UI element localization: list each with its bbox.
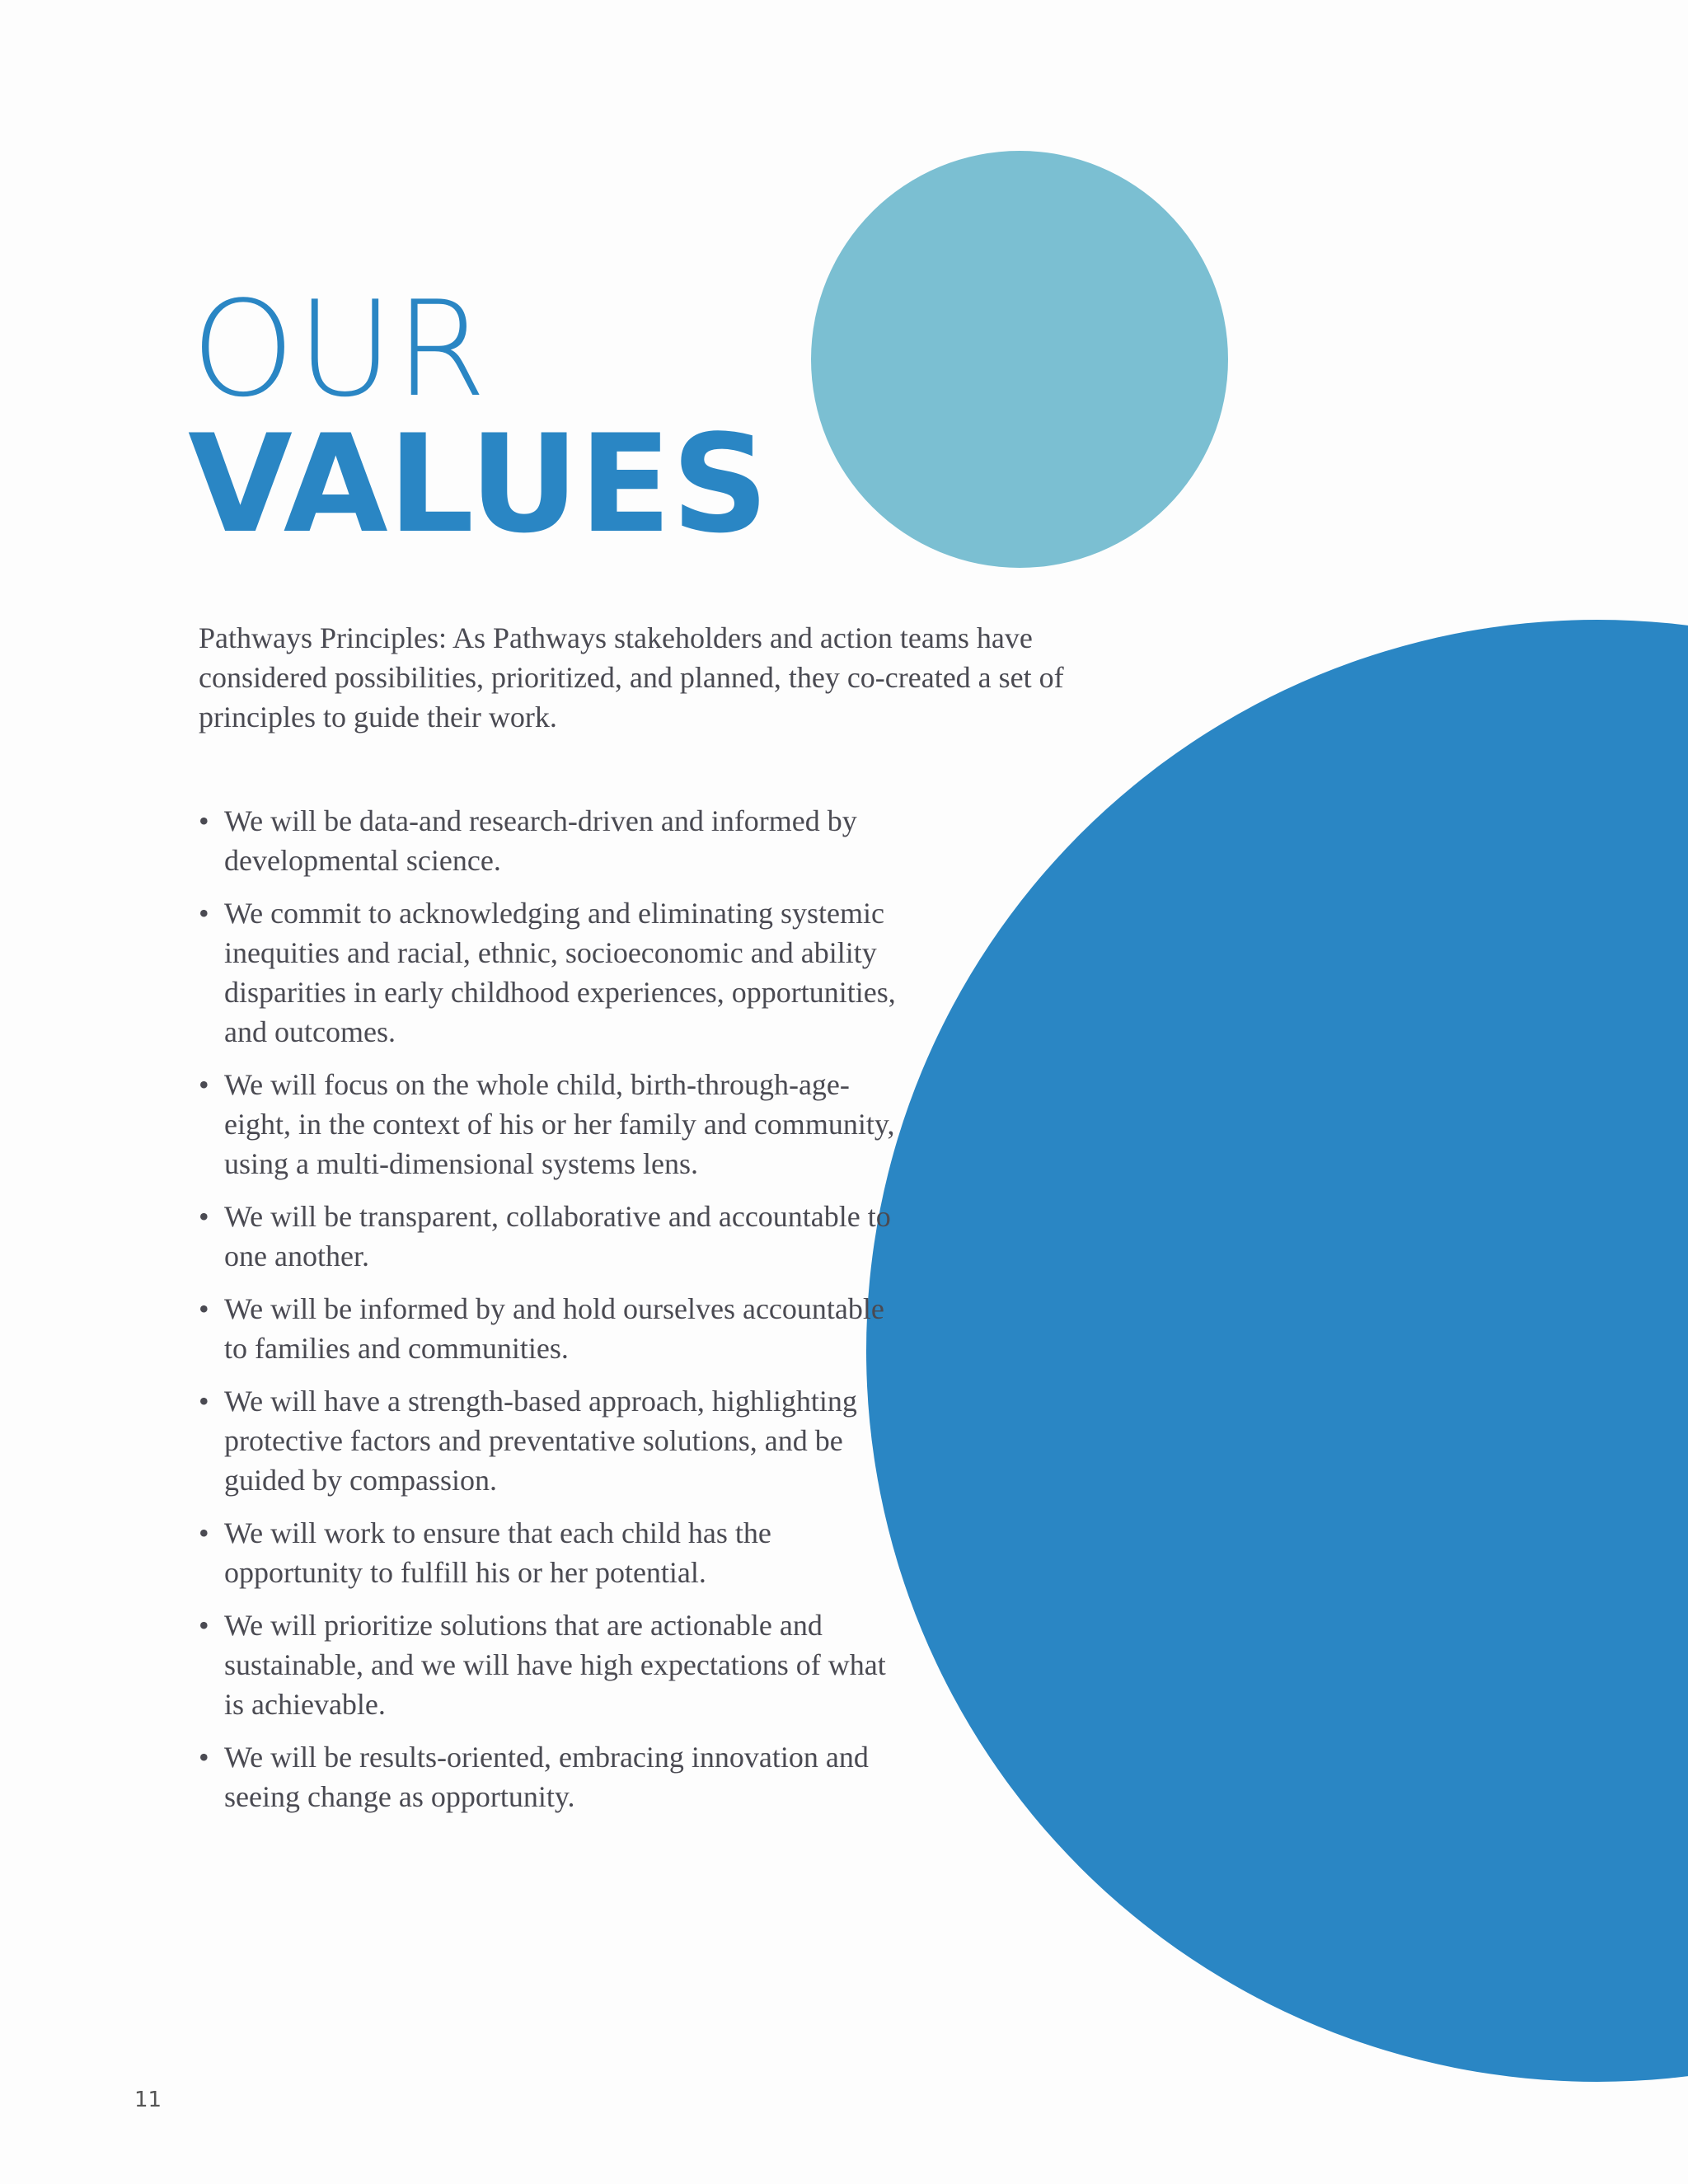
bullet-icon: •	[199, 897, 209, 930]
list-item	[199, 893, 907, 1052]
bullet-icon: •	[199, 1609, 209, 1642]
bullet-icon: •	[199, 1200, 209, 1233]
list-item	[199, 1197, 907, 1276]
values-list	[199, 801, 907, 1830]
list-item	[199, 1065, 907, 1183]
list-item-text: We will prioritize solutions that are actionable and sustainable, and we will have high expectations of what is achievable.	[224, 1609, 886, 1721]
list-item-text: We will be data-and research-driven and informed by developmental science.	[224, 804, 857, 877]
bullet-icon: •	[199, 1292, 209, 1325]
bullet-icon: •	[199, 1385, 209, 1418]
list-item	[199, 1381, 907, 1500]
list-item	[199, 801, 907, 880]
list-item	[199, 1605, 907, 1724]
list-item-text: We commit to acknowledging and eliminating systemic inequities and racial, ethnic, socioeconomic and ability disparities in early childhood experiences, opportunities, and outcomes.	[224, 897, 896, 1048]
bullet-icon: •	[199, 1741, 209, 1774]
list-item-text: We will be informed by and hold ourselves accountable to families and communities.	[224, 1292, 884, 1365]
list-item	[199, 1289, 907, 1368]
decorative-small-circle	[811, 151, 1228, 568]
page-title-values: VALUES	[188, 405, 769, 563]
intro-paragraph: Pathways Principles: As Pathways stakeholders and action teams have considered possibilities, prioritized, and planned, they co-created a set of principles to guide their work.	[199, 621, 1064, 733]
bullet-icon: •	[199, 1068, 209, 1101]
bullet-icon: •	[199, 804, 209, 837]
bullet-icon: •	[199, 1516, 209, 1549]
decorative-large-circle	[866, 620, 1688, 2082]
list-item-text: We will be transparent, collaborative and accountable to one another.	[224, 1200, 891, 1272]
page-number: 11	[134, 2088, 162, 2112]
list-item-text: We will focus on the whole child, birth-through-age-eight, in the context of his or her family and community, using a multi-dimensional systems lens.	[224, 1068, 895, 1180]
list-item	[199, 1513, 907, 1592]
list-item-text: We will work to ensure that each child has the opportunity to fulfill his or her potential.	[224, 1516, 771, 1589]
page-title-our: OUR	[191, 272, 489, 426]
list-item	[199, 1737, 907, 1816]
list-item-text: We will have a strength-based approach, highlighting protective factors and preventative solutions, and be guided by compassion.	[224, 1385, 857, 1497]
list-item-text: We will be results-oriented, embracing innovation and seeing change as opportunity.	[224, 1741, 869, 1813]
